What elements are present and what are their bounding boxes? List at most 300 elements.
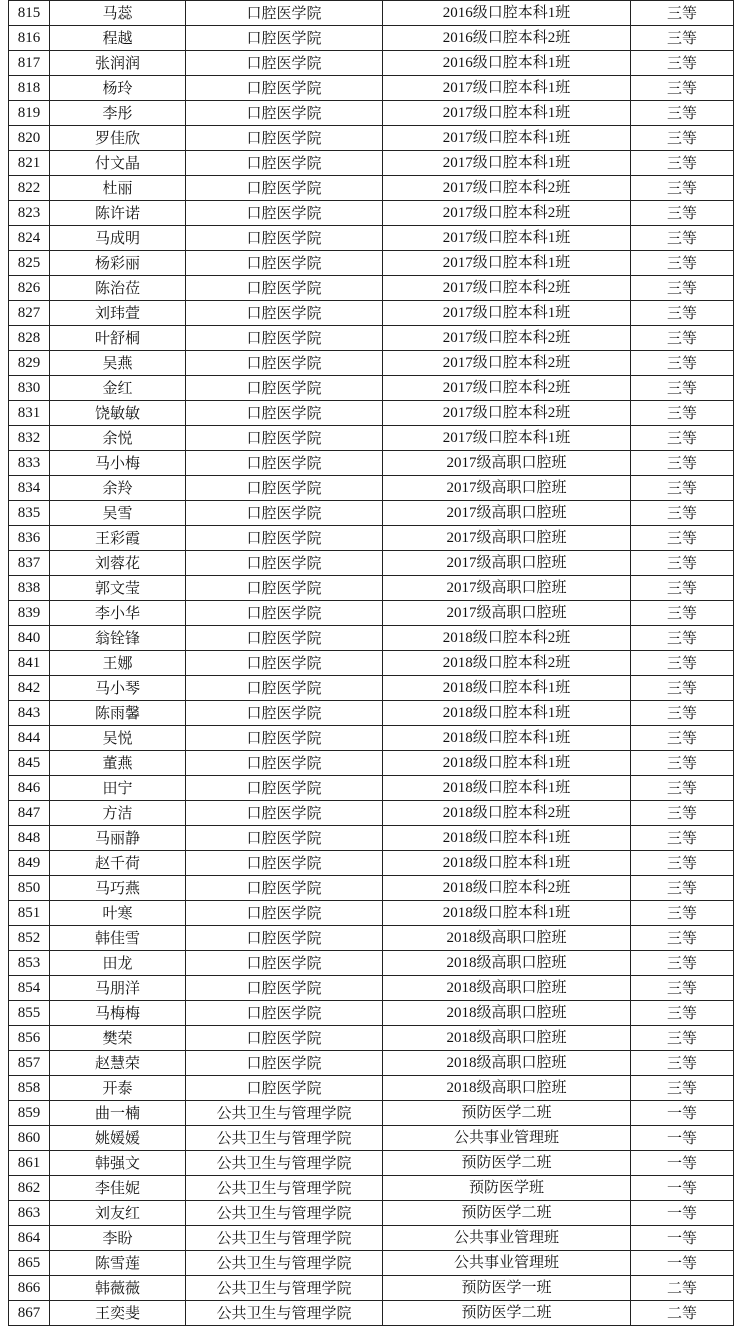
table-row — [9, 501, 734, 526]
class-name: 2016级口腔本科1班 — [383, 51, 631, 76]
award-grade: 三等 — [631, 151, 734, 176]
row-number: 815 — [9, 1, 50, 26]
table-row — [9, 1101, 734, 1126]
row-number: 821 — [9, 151, 50, 176]
award-grade: 一等 — [631, 1176, 734, 1201]
student-name: 李彤 — [50, 101, 186, 126]
student-name: 曲一楠 — [50, 1101, 186, 1126]
college-name: 口腔医学院 — [186, 526, 383, 551]
class-name: 2018级高职口腔班 — [383, 1051, 631, 1076]
award-grade: 三等 — [631, 801, 734, 826]
table-row — [9, 1301, 734, 1326]
student-name: 吴悦 — [50, 726, 186, 751]
class-name: 2018级口腔本科1班 — [383, 676, 631, 701]
row-number: 863 — [9, 1201, 50, 1226]
college-name: 口腔医学院 — [186, 1026, 383, 1051]
student-name: 刘玮萱 — [50, 301, 186, 326]
class-name: 公共事业管理班 — [383, 1226, 631, 1251]
student-name: 王奕斐 — [50, 1301, 186, 1326]
student-name: 张润润 — [50, 51, 186, 76]
student-name: 付文晶 — [50, 151, 186, 176]
table-row — [9, 876, 734, 901]
college-name: 口腔医学院 — [186, 501, 383, 526]
class-name: 2017级口腔本科1班 — [383, 151, 631, 176]
class-name: 2017级高职口腔班 — [383, 551, 631, 576]
row-number: 849 — [9, 851, 50, 876]
college-name: 口腔医学院 — [186, 376, 383, 401]
student-name: 田龙 — [50, 951, 186, 976]
award-grade: 三等 — [631, 176, 734, 201]
student-name: 姚媛媛 — [50, 1126, 186, 1151]
student-name: 杜丽 — [50, 176, 186, 201]
table-row — [9, 701, 734, 726]
table-row — [9, 51, 734, 76]
table-row — [9, 1201, 734, 1226]
row-number: 867 — [9, 1301, 50, 1326]
college-name: 口腔医学院 — [186, 1001, 383, 1026]
table-row — [9, 926, 734, 951]
class-name: 公共事业管理班 — [383, 1251, 631, 1276]
table-row — [9, 1151, 734, 1176]
award-grade: 三等 — [631, 701, 734, 726]
award-grade: 一等 — [631, 1151, 734, 1176]
row-number: 865 — [9, 1251, 50, 1276]
table-row — [9, 1076, 734, 1101]
class-name: 2018级口腔本科1班 — [383, 751, 631, 776]
row-number: 831 — [9, 401, 50, 426]
college-name: 口腔医学院 — [186, 26, 383, 51]
college-name: 口腔医学院 — [186, 751, 383, 776]
row-number: 855 — [9, 1001, 50, 1026]
row-number: 832 — [9, 426, 50, 451]
college-name: 公共卫生与管理学院 — [186, 1126, 383, 1151]
college-name: 口腔医学院 — [186, 76, 383, 101]
class-name: 2018级口腔本科1班 — [383, 726, 631, 751]
table-row — [9, 176, 734, 201]
award-grade: 三等 — [631, 1026, 734, 1051]
student-name: 陈治莅 — [50, 276, 186, 301]
college-name: 口腔医学院 — [186, 826, 383, 851]
student-name: 樊荣 — [50, 1026, 186, 1051]
class-name: 2017级口腔本科1班 — [383, 426, 631, 451]
student-name: 李佳妮 — [50, 1176, 186, 1201]
college-name: 口腔医学院 — [186, 976, 383, 1001]
class-name: 2018级高职口腔班 — [383, 1001, 631, 1026]
class-name: 2016级口腔本科1班 — [383, 1, 631, 26]
student-name: 叶寒 — [50, 901, 186, 926]
student-name: 方洁 — [50, 801, 186, 826]
table-row — [9, 1126, 734, 1151]
table-row — [9, 1276, 734, 1301]
row-number: 836 — [9, 526, 50, 551]
row-number: 834 — [9, 476, 50, 501]
student-name: 韩佳雪 — [50, 926, 186, 951]
college-name: 口腔医学院 — [186, 1, 383, 26]
row-number: 859 — [9, 1101, 50, 1126]
college-name: 口腔医学院 — [186, 651, 383, 676]
student-name: 马小琴 — [50, 676, 186, 701]
student-name: 田宁 — [50, 776, 186, 801]
college-name: 口腔医学院 — [186, 326, 383, 351]
award-grade: 三等 — [631, 726, 734, 751]
award-grade: 一等 — [631, 1126, 734, 1151]
student-name: 郭文莹 — [50, 576, 186, 601]
table-row — [9, 726, 734, 751]
row-number: 826 — [9, 276, 50, 301]
student-name: 开泰 — [50, 1076, 186, 1101]
row-number: 854 — [9, 976, 50, 1001]
class-name: 2018级高职口腔班 — [383, 976, 631, 1001]
class-name: 2017级高职口腔班 — [383, 476, 631, 501]
college-name: 口腔医学院 — [186, 701, 383, 726]
row-number: 820 — [9, 126, 50, 151]
college-name: 口腔医学院 — [186, 576, 383, 601]
award-grade: 三等 — [631, 251, 734, 276]
class-name: 公共事业管理班 — [383, 1126, 631, 1151]
class-name: 预防医学二班 — [383, 1101, 631, 1126]
class-name: 2018级高职口腔班 — [383, 1026, 631, 1051]
college-name: 口腔医学院 — [186, 101, 383, 126]
class-name: 2017级高职口腔班 — [383, 526, 631, 551]
table-row — [9, 76, 734, 101]
table-row — [9, 901, 734, 926]
award-grade: 三等 — [631, 901, 734, 926]
row-number: 837 — [9, 551, 50, 576]
college-name: 公共卫生与管理学院 — [186, 1101, 383, 1126]
college-name: 口腔医学院 — [186, 626, 383, 651]
class-name: 2018级口腔本科1班 — [383, 826, 631, 851]
college-name: 口腔医学院 — [186, 1076, 383, 1101]
college-name: 口腔医学院 — [186, 1051, 383, 1076]
award-grade: 一等 — [631, 1201, 734, 1226]
award-grade: 三等 — [631, 351, 734, 376]
row-number: 828 — [9, 326, 50, 351]
row-number: 861 — [9, 1151, 50, 1176]
class-name: 2017级高职口腔班 — [383, 451, 631, 476]
table-row — [9, 376, 734, 401]
student-name: 杨彩丽 — [50, 251, 186, 276]
row-number: 847 — [9, 801, 50, 826]
class-name: 2017级口腔本科1班 — [383, 251, 631, 276]
award-grade: 三等 — [631, 551, 734, 576]
class-name: 2017级口腔本科1班 — [383, 101, 631, 126]
college-name: 口腔医学院 — [186, 276, 383, 301]
award-grade: 三等 — [631, 501, 734, 526]
table-row — [9, 1001, 734, 1026]
table-row — [9, 276, 734, 301]
class-name: 2018级高职口腔班 — [383, 951, 631, 976]
award-grade: 三等 — [631, 976, 734, 1001]
row-number: 842 — [9, 676, 50, 701]
table-row — [9, 301, 734, 326]
table-row — [9, 201, 734, 226]
student-name: 金红 — [50, 376, 186, 401]
college-name: 口腔医学院 — [186, 801, 383, 826]
table-row — [9, 1251, 734, 1276]
college-name: 口腔医学院 — [186, 726, 383, 751]
class-name: 2017级口腔本科1班 — [383, 226, 631, 251]
class-name: 2017级高职口腔班 — [383, 601, 631, 626]
student-name: 饶敏敏 — [50, 401, 186, 426]
class-name: 2017级口腔本科2班 — [383, 276, 631, 301]
college-name: 口腔医学院 — [186, 351, 383, 376]
award-grade: 三等 — [631, 101, 734, 126]
row-number: 862 — [9, 1176, 50, 1201]
award-grade: 三等 — [631, 51, 734, 76]
table-row — [9, 851, 734, 876]
row-number: 823 — [9, 201, 50, 226]
class-name: 预防医学二班 — [383, 1201, 631, 1226]
college-name: 口腔医学院 — [186, 601, 383, 626]
row-number: 864 — [9, 1226, 50, 1251]
class-name: 2018级口腔本科1班 — [383, 701, 631, 726]
award-grade: 三等 — [631, 676, 734, 701]
table-row — [9, 976, 734, 1001]
table-row — [9, 1026, 734, 1051]
table-row — [9, 626, 734, 651]
student-name: 马巧燕 — [50, 876, 186, 901]
award-grade: 三等 — [631, 326, 734, 351]
row-number: 852 — [9, 926, 50, 951]
table-row — [9, 451, 734, 476]
row-number: 853 — [9, 951, 50, 976]
table-row — [9, 351, 734, 376]
table-row — [9, 1176, 734, 1201]
class-name: 2017级口腔本科2班 — [383, 351, 631, 376]
student-name: 马小梅 — [50, 451, 186, 476]
award-grade: 三等 — [631, 301, 734, 326]
class-name: 2018级口腔本科1班 — [383, 851, 631, 876]
award-grade: 三等 — [631, 651, 734, 676]
college-name: 公共卫生与管理学院 — [186, 1251, 383, 1276]
table-row — [9, 226, 734, 251]
class-name: 2017级口腔本科1班 — [383, 76, 631, 101]
table-row — [9, 1051, 734, 1076]
row-number: 818 — [9, 76, 50, 101]
award-grade: 三等 — [631, 826, 734, 851]
award-grade: 三等 — [631, 1076, 734, 1101]
student-name: 翁铨锋 — [50, 626, 186, 651]
student-name: 陈雪莲 — [50, 1251, 186, 1276]
table-row — [9, 826, 734, 851]
class-name: 2017级口腔本科2班 — [383, 376, 631, 401]
college-name: 公共卫生与管理学院 — [186, 1226, 383, 1251]
row-number: 839 — [9, 601, 50, 626]
student-name: 吴雪 — [50, 501, 186, 526]
class-name: 2017级高职口腔班 — [383, 501, 631, 526]
table-row — [9, 1, 734, 26]
row-number: 816 — [9, 26, 50, 51]
table-row — [9, 576, 734, 601]
class-name: 2018级口腔本科2班 — [383, 626, 631, 651]
student-name: 刘友红 — [50, 1201, 186, 1226]
class-name: 预防医学二班 — [383, 1151, 631, 1176]
college-name: 公共卫生与管理学院 — [186, 1151, 383, 1176]
college-name: 公共卫生与管理学院 — [186, 1176, 383, 1201]
college-name: 口腔医学院 — [186, 876, 383, 901]
class-name: 2017级口腔本科2班 — [383, 326, 631, 351]
award-grade: 三等 — [631, 1001, 734, 1026]
award-grade: 二等 — [631, 1276, 734, 1301]
student-name: 韩强文 — [50, 1151, 186, 1176]
award-grade: 三等 — [631, 76, 734, 101]
college-name: 公共卫生与管理学院 — [186, 1276, 383, 1301]
class-name: 2018级口腔本科2班 — [383, 651, 631, 676]
student-name: 陈许诺 — [50, 201, 186, 226]
college-name: 口腔医学院 — [186, 426, 383, 451]
award-grade: 二等 — [631, 1301, 734, 1326]
student-name: 余悦 — [50, 426, 186, 451]
award-grade: 三等 — [631, 951, 734, 976]
award-grade: 三等 — [631, 201, 734, 226]
award-grade: 三等 — [631, 276, 734, 301]
class-name: 预防医学二班 — [383, 1301, 631, 1326]
row-number: 822 — [9, 176, 50, 201]
table-row — [9, 326, 734, 351]
award-grade: 三等 — [631, 926, 734, 951]
award-grade: 一等 — [631, 1251, 734, 1276]
college-name: 口腔医学院 — [186, 301, 383, 326]
award-grade: 三等 — [631, 1051, 734, 1076]
award-grade: 三等 — [631, 26, 734, 51]
table-row — [9, 801, 734, 826]
college-name: 口腔医学院 — [186, 51, 383, 76]
table-row — [9, 951, 734, 976]
award-grade: 三等 — [631, 401, 734, 426]
row-number: 841 — [9, 651, 50, 676]
row-number: 825 — [9, 251, 50, 276]
college-name: 公共卫生与管理学院 — [186, 1201, 383, 1226]
student-name: 赵千荷 — [50, 851, 186, 876]
award-grade: 三等 — [631, 751, 734, 776]
row-number: 860 — [9, 1126, 50, 1151]
award-grade: 三等 — [631, 376, 734, 401]
scholarship-list-table — [8, 0, 734, 1326]
award-grade: 三等 — [631, 851, 734, 876]
row-number: 824 — [9, 226, 50, 251]
class-name: 2017级口腔本科2班 — [383, 201, 631, 226]
row-number: 840 — [9, 626, 50, 651]
class-name: 2017级高职口腔班 — [383, 576, 631, 601]
table-row — [9, 601, 734, 626]
award-grade: 三等 — [631, 876, 734, 901]
student-name: 吴燕 — [50, 351, 186, 376]
row-number: 858 — [9, 1076, 50, 1101]
award-grade: 三等 — [631, 426, 734, 451]
table-row — [9, 776, 734, 801]
row-number: 857 — [9, 1051, 50, 1076]
student-name: 罗佳欣 — [50, 126, 186, 151]
table-row — [9, 651, 734, 676]
row-number: 846 — [9, 776, 50, 801]
class-name: 2017级口腔本科1班 — [383, 301, 631, 326]
student-name: 马梅梅 — [50, 1001, 186, 1026]
row-number: 833 — [9, 451, 50, 476]
college-name: 口腔医学院 — [186, 776, 383, 801]
table-row — [9, 751, 734, 776]
college-name: 口腔医学院 — [186, 551, 383, 576]
student-name: 董燕 — [50, 751, 186, 776]
award-grade: 一等 — [631, 1101, 734, 1126]
class-name: 2018级口腔本科2班 — [383, 801, 631, 826]
row-number: 843 — [9, 701, 50, 726]
row-number: 829 — [9, 351, 50, 376]
table-row — [9, 101, 734, 126]
award-grade: 三等 — [631, 526, 734, 551]
class-name: 2017级口腔本科1班 — [383, 126, 631, 151]
college-name: 口腔医学院 — [186, 176, 383, 201]
row-number: 845 — [9, 751, 50, 776]
student-name: 陈雨馨 — [50, 701, 186, 726]
award-grade: 三等 — [631, 1, 734, 26]
class-name: 2018级口腔本科2班 — [383, 876, 631, 901]
award-grade: 三等 — [631, 776, 734, 801]
row-number: 866 — [9, 1276, 50, 1301]
table-body — [9, 1, 734, 1326]
award-grade: 三等 — [631, 601, 734, 626]
college-name: 口腔医学院 — [186, 251, 383, 276]
table-row — [9, 551, 734, 576]
row-number: 848 — [9, 826, 50, 851]
row-number: 817 — [9, 51, 50, 76]
row-number: 856 — [9, 1026, 50, 1051]
student-name: 李小华 — [50, 601, 186, 626]
student-name: 赵慧荣 — [50, 1051, 186, 1076]
college-name: 口腔医学院 — [186, 451, 383, 476]
row-number: 844 — [9, 726, 50, 751]
row-number: 851 — [9, 901, 50, 926]
student-name: 李盼 — [50, 1226, 186, 1251]
row-number: 850 — [9, 876, 50, 901]
class-name: 2017级口腔本科2班 — [383, 176, 631, 201]
table-row — [9, 151, 734, 176]
table-row — [9, 126, 734, 151]
row-number: 827 — [9, 301, 50, 326]
student-name: 杨玲 — [50, 76, 186, 101]
table-row — [9, 401, 734, 426]
student-name: 程越 — [50, 26, 186, 51]
student-name: 马成明 — [50, 226, 186, 251]
college-name: 口腔医学院 — [186, 951, 383, 976]
student-name: 王娜 — [50, 651, 186, 676]
class-name: 2018级口腔本科1班 — [383, 776, 631, 801]
student-name: 马蕊 — [50, 1, 186, 26]
student-name: 马朋洋 — [50, 976, 186, 1001]
award-grade: 三等 — [631, 226, 734, 251]
student-name: 叶舒桐 — [50, 326, 186, 351]
table-row — [9, 251, 734, 276]
row-number: 819 — [9, 101, 50, 126]
college-name: 口腔医学院 — [186, 201, 383, 226]
college-name: 口腔医学院 — [186, 851, 383, 876]
table-row — [9, 526, 734, 551]
college-name: 口腔医学院 — [186, 676, 383, 701]
college-name: 口腔医学院 — [186, 901, 383, 926]
class-name: 2016级口腔本科2班 — [383, 26, 631, 51]
student-name: 马丽静 — [50, 826, 186, 851]
student-name: 刘蓉花 — [50, 551, 186, 576]
table-row — [9, 1226, 734, 1251]
college-name: 口腔医学院 — [186, 401, 383, 426]
class-name: 预防医学一班 — [383, 1276, 631, 1301]
row-number: 838 — [9, 576, 50, 601]
class-name: 预防医学班 — [383, 1176, 631, 1201]
student-name: 余羚 — [50, 476, 186, 501]
class-name: 2018级高职口腔班 — [383, 926, 631, 951]
table-row — [9, 676, 734, 701]
table-row — [9, 26, 734, 51]
class-name: 2017级口腔本科2班 — [383, 401, 631, 426]
